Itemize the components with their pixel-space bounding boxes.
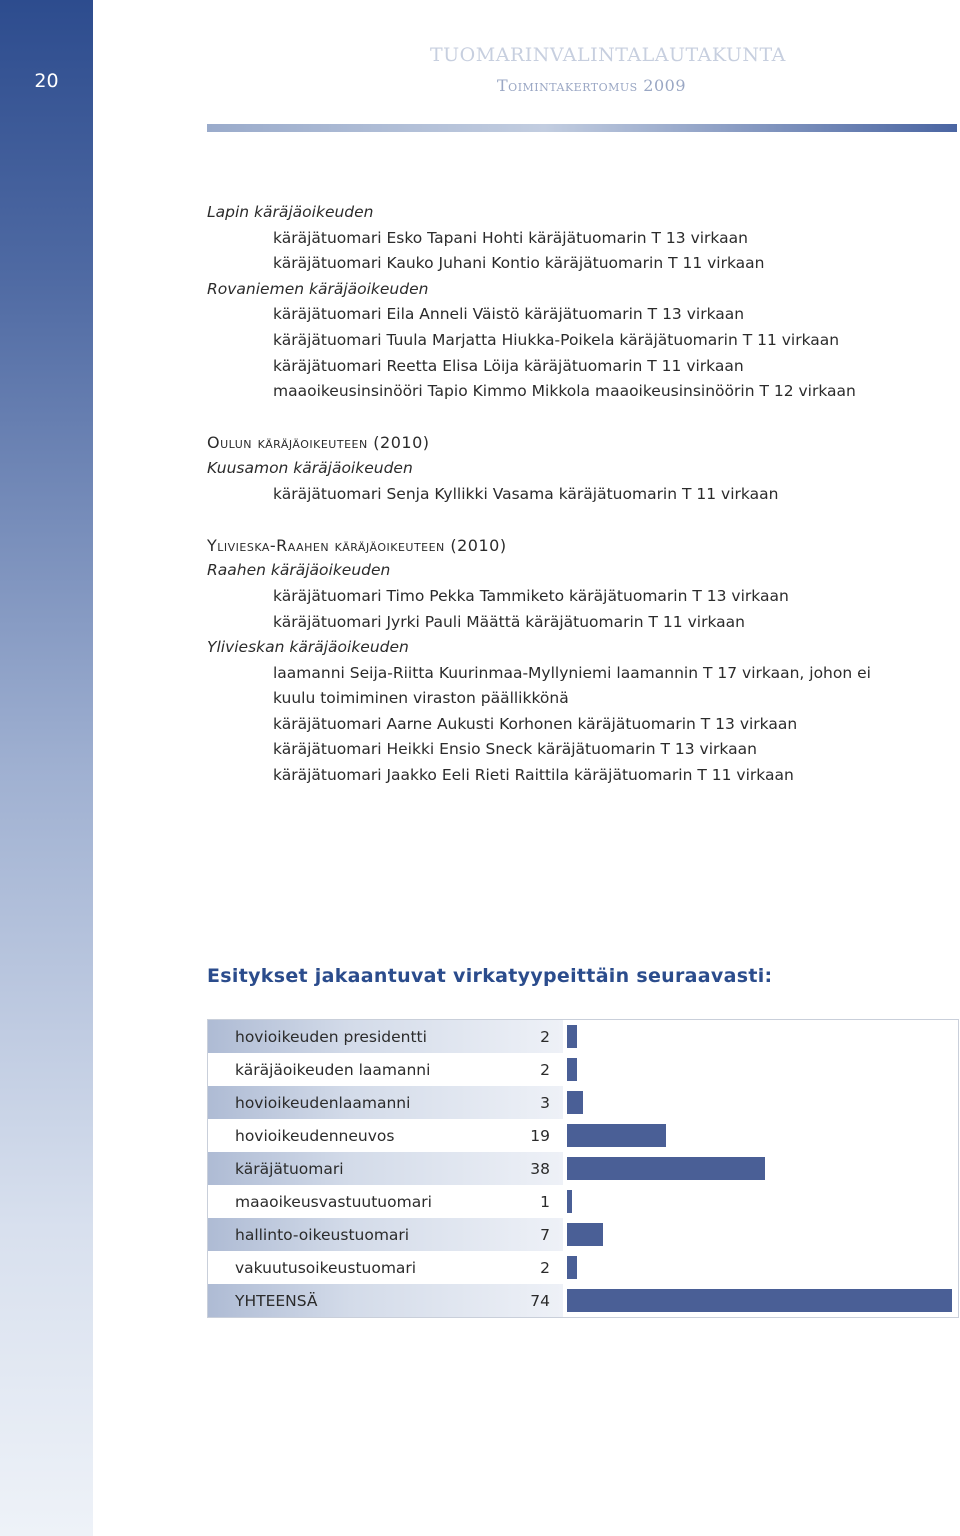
stats-count: 38 [530,1160,550,1178]
appointment-entry: käräjätuomari Esko Tapani Hohti käräjätuomarin T 13 virkaan [273,228,748,247]
stats-label: hovioikeudenneuvos [235,1127,395,1145]
appointment-entry: käräjätuomari Reetta Elisa Löija käräjätuomarin T 11 virkaan [273,356,744,375]
page-number: 20 [34,70,59,92]
header-subtitle: Toimintakertomus 2009 [497,76,687,95]
court-heading: Rovaniemen käräjäoikeuden [207,279,429,298]
stats-bar [567,1025,577,1048]
court-heading: Kuusamon käräjäoikeuden [207,458,413,477]
stats-title: Esitykset jakaantuvat virkatyypeittäin seuraavasti: [207,965,773,987]
section-heading: Oulun käräjäoikeuteen (2010) [207,433,430,453]
stats-bar [567,1190,572,1213]
stats-count: 19 [530,1127,550,1145]
stats-row [208,1218,958,1251]
stats-bar [567,1091,583,1114]
stats-row [208,1185,958,1218]
stats-count: 2 [540,1061,550,1079]
appointment-entry: laamanni Seija-Riitta Kuurinmaa-Myllyniemi laamannin T 17 virkaan, johon ei [273,663,871,682]
section-heading: Ylivieska-Raahen käräjäoikeuteen (2010) [207,535,507,555]
stats-count: 2 [540,1028,550,1046]
appointment-entry: käräjätuomari Jaakko Eeli Rieti Raittila käräjätuomarin T 11 virkaan [273,766,794,785]
stats-row [208,1086,958,1119]
stats-count: 2 [540,1259,550,1277]
stats-bar [567,1157,765,1180]
appointment-entry: käräjätuomari Heikki Ensio Sneck käräjätuomarin T 13 virkaan [273,740,757,759]
stats-bar [567,1289,952,1312]
stats-bar [567,1223,603,1246]
court-heading: Lapin käräjäoikeuden [207,203,374,221]
stats-label: käräjätuomari [235,1160,344,1178]
stats-label: maaoikeusvastuutuomari [235,1193,432,1211]
court-heading: Ylivieskan käräjäoikeuden [207,638,409,657]
appointment-entry: maaoikeusinsinööri Tapio Kimmo Mikkola maaoikeusinsinöörin T 12 virkaan [273,382,856,401]
appointment-entry: käräjätuomari Senja Kyllikki Vasama käräjätuomarin T 11 virkaan [273,484,779,503]
stats-row [208,1284,958,1317]
stats-label: hovioikeudenlaamanni [235,1094,411,1112]
appointment-entry: käräjätuomari Aarne Aukusti Korhonen käräjätuomarin T 13 virkaan [273,714,798,733]
stats-row [208,1251,958,1284]
court-heading: Raahen käräjäoikeuden [207,561,391,580]
stats-bar [567,1058,577,1081]
appointment-entry: käräjätuomari Tuula Marjatta Hiukka-Poikela käräjätuomarin T 11 virkaan [273,330,840,349]
header-rule [207,124,957,132]
appointment-entry: käräjätuomari Kauko Juhani Kontio käräjätuomarin T 11 virkaan [273,254,765,273]
header-organization: TUOMARINVALINTALAUTAKUNTA [430,44,786,66]
stats-label: hovioikeuden presidentti [235,1028,427,1046]
appointment-entry: käräjätuomari Eila Anneli Väistö käräjätuomarin T 13 virkaan [273,305,745,324]
stats-label: hallinto-oikeustuomari [235,1226,410,1244]
stats-bar [567,1256,577,1279]
section-gap [207,507,907,533]
appointment-entry: käräjätuomari Timo Pekka Tammiketo käräjätuomarin T 13 virkaan [273,586,789,605]
appointment-entry: käräjätuomari Jyrki Pauli Määttä käräjätuomarin T 11 virkaan [273,612,745,631]
stats-row [208,1053,958,1086]
appointment-list [207,200,907,789]
side-strip [0,0,93,1536]
stats-bar [567,1124,666,1147]
stats-row [208,1020,958,1053]
section-gap [207,405,907,431]
stats-label: vakuutusoikeustuomari [235,1259,417,1277]
stats-row [208,1152,958,1185]
stats-count: 3 [540,1094,550,1112]
appointment-entry: kuulu toimiminen viraston päällikkönä [273,689,569,708]
stats-count: 1 [540,1193,550,1211]
stats-table [207,1019,959,1318]
stats-count: 7 [540,1226,550,1244]
stats-row [208,1119,958,1152]
stats-count: 74 [530,1292,550,1310]
stats-label: käräjäoikeuden laamanni [235,1061,431,1079]
stats-label: YHTEENSÄ [235,1292,318,1310]
